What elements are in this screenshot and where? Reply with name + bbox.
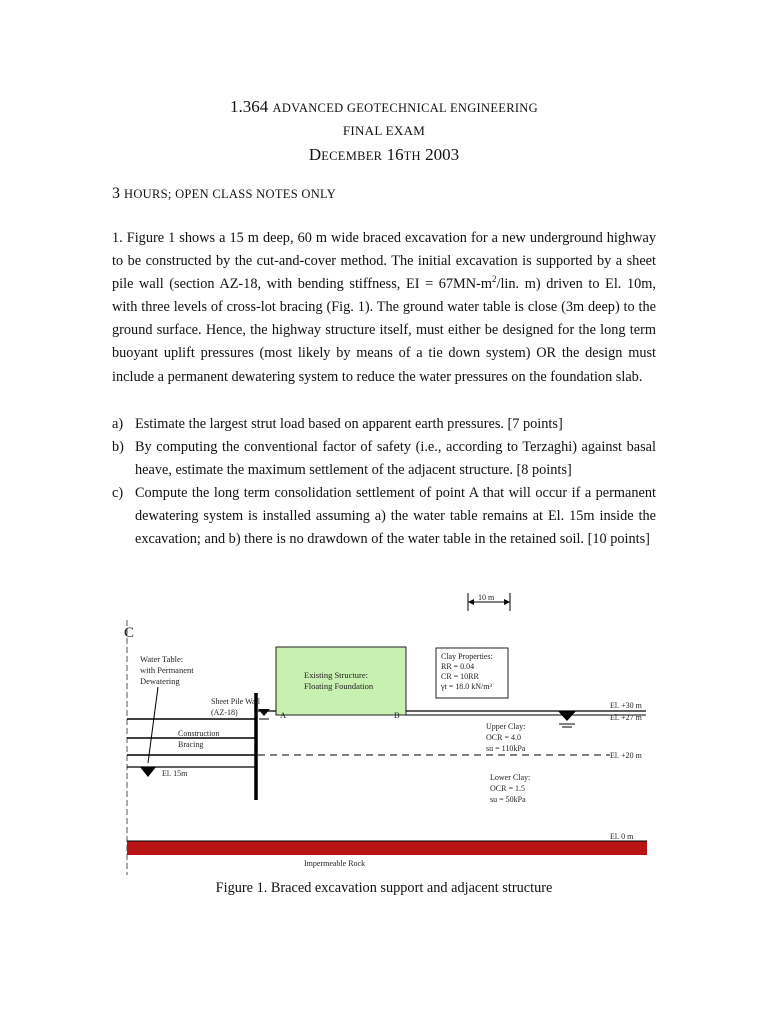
question-part-b: b) By computing the conventional factor of safety (i.e., according to Terzaghi) against basal heave, estimate the maximum settlement of the adjacent structure. [8 points]	[112, 439, 656, 479]
clay-props-4: γt = 18.0 kN/m³	[441, 682, 492, 691]
figure-braced-excavation	[118, 585, 658, 880]
bracing-label-2: Bracing	[178, 740, 204, 749]
water-symbol-wall	[258, 709, 270, 716]
point-a-label: A	[280, 710, 287, 720]
clay-props-3: CR = 10RR	[441, 672, 479, 681]
excavation-diagram	[118, 585, 658, 880]
exam-type: FINAL EXAM	[342, 123, 426, 138]
upper-clay-1: Upper Clay:	[486, 722, 526, 731]
lower-clay-2: OCR = 1.5	[490, 784, 525, 793]
clay-props-2: RR = 0.04	[441, 662, 475, 671]
question-part-a: a) Estimate the largest strut load based on apparent earth pressures. [7 points]	[112, 416, 563, 432]
sheet-pile-label-2: (AZ-18)	[211, 708, 238, 717]
exam-course-title: 1.364 ADVANCED GEOTECHNICAL ENGINEERING	[230, 97, 538, 116]
upper-clay-3: su = 110kPa	[486, 744, 526, 753]
sheet-pile-label-1: Sheet Pile Wall	[211, 697, 260, 706]
water-table-symbol-left	[140, 767, 156, 777]
water-table-label-1: Water Table:	[140, 654, 184, 664]
el-15-label: El. 15m	[162, 769, 188, 778]
structure-label-2: Floating Foundation	[304, 681, 374, 691]
clay-props-1: Clay Properties:	[441, 652, 493, 661]
structure-label-1: Existing Structure:	[304, 670, 368, 680]
question-parts	[112, 413, 656, 552]
water-table-symbol-right	[558, 711, 576, 721]
el-27-label: El. +27 m	[610, 713, 642, 722]
exam-instructions: 3 HOURS; OPEN CLASS NOTES ONLY	[112, 185, 337, 202]
water-table-leader	[148, 687, 158, 763]
water-table-label-2: with Permanent	[140, 665, 194, 675]
scale-arrow-left	[468, 599, 474, 605]
point-b-label: B	[394, 710, 400, 720]
el-30-label: El. +30 m	[610, 701, 642, 710]
figure-caption: Figure 1. Braced excavation support and adjacent structure	[215, 880, 553, 896]
upper-clay-2: OCR = 4.0	[486, 733, 521, 742]
el-0-label: El. 0 m	[610, 832, 634, 841]
question-part-c: c) Compute the long term consolidation settlement of point A that will occur if a permanent dewatering system is installed assuming a) the water table remains at El. 15m inside the excavation; and b) there is no drawdown of the water table in the retained soil. [10 points]	[112, 485, 656, 548]
impermeable-rock-layer	[127, 841, 647, 855]
question-1-text: 1. Figure 1 shows a 15 m deep, 60 m wide braced excavation for a new underground highway to be constructed by the cut-and-cover method. The initial excavation is supported by a sheet pile wall (section AZ-18, with bending stiffness, EI = $67MN-m^2$/lin. m) driven to El. 10m, with three levels of cross-lot bracing (Fig. 1). The ground water table is close (3m deep) to the ground surface. Hence, the highway structure itself, must either be designed for the long term buoyant uplift pressures (most likely by means of a tie down system) OR the design must include a permanent dewatering system to reduce the water pressures on the foundation slab.	[112, 230, 656, 385]
exam-date: DECEMBER 16TH 2003	[308, 145, 460, 164]
rock-label: Impermeable Rock	[304, 859, 366, 868]
scale-label: 10 m	[478, 593, 495, 602]
scale-arrow-right	[504, 599, 510, 605]
water-table-label-3: Dewatering	[140, 676, 180, 686]
lower-clay-1: Lower Clay:	[490, 773, 531, 782]
bracing-label-1: Construction	[178, 729, 220, 738]
el-20-label: El. +20 m	[610, 751, 642, 760]
lower-clay-3: su = 50kPa	[490, 795, 526, 804]
centerline-symbol: C	[124, 625, 135, 641]
